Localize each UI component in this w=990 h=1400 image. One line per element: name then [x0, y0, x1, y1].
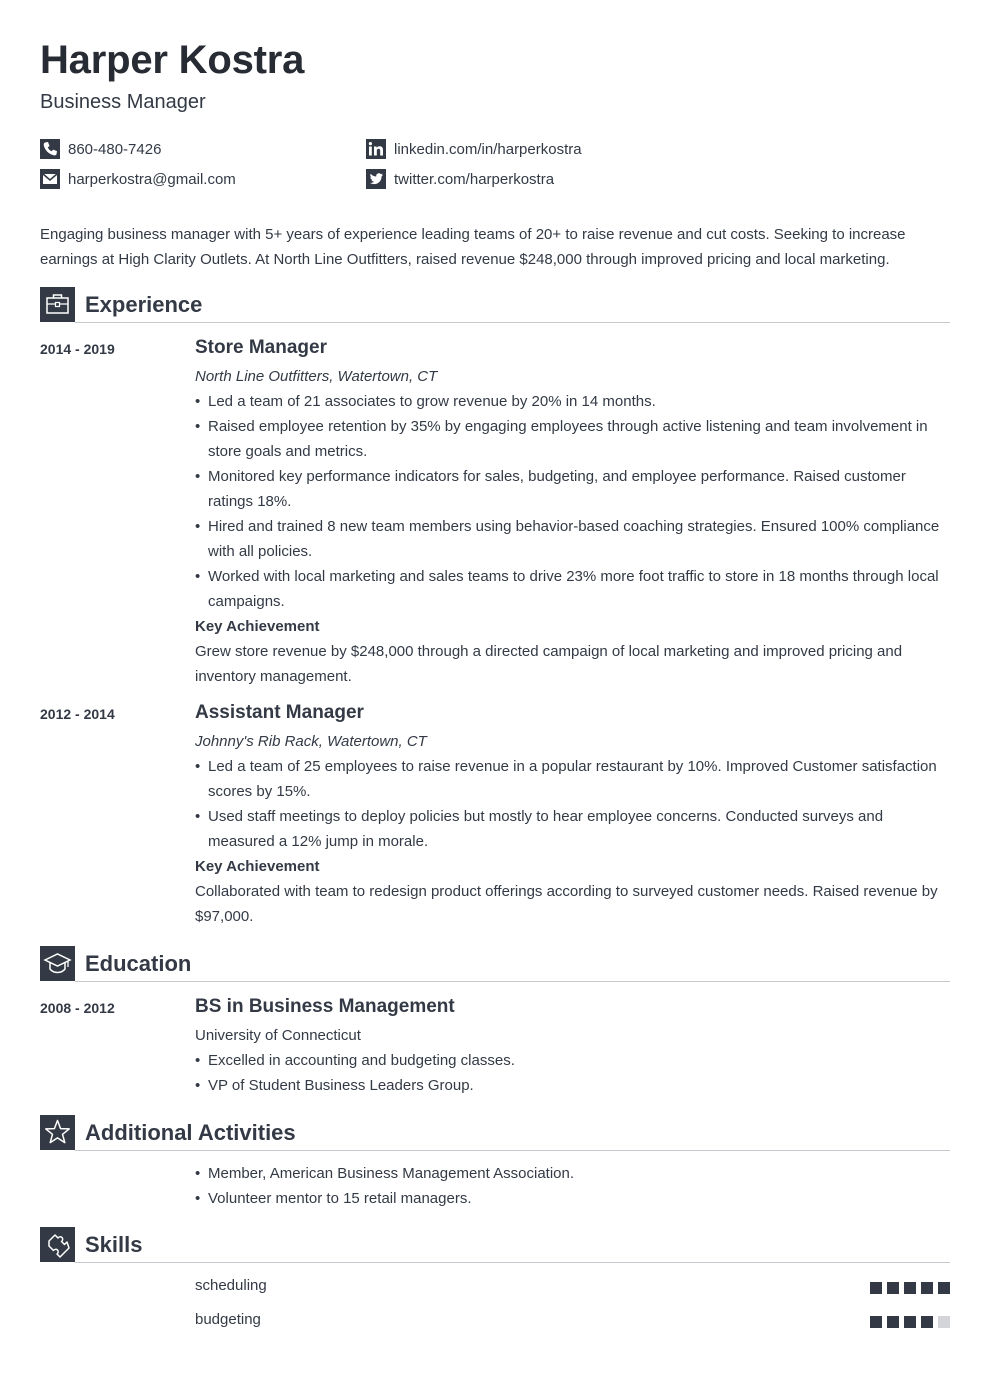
- activities-list: [195, 1161, 950, 1211]
- education-dates: 2008 - 2012: [40, 1000, 115, 1016]
- job-1-company: North Line Outfitters, Watertown, CT: [195, 368, 438, 385]
- phone-icon: [40, 139, 60, 159]
- contact-linkedin: [366, 139, 582, 159]
- twitter-icon: [366, 169, 386, 189]
- section-divider: [75, 1262, 950, 1263]
- puzzle-icon: [40, 1227, 75, 1262]
- list-item: • Volunteer mentor to 15 retail managers.: [195, 1186, 950, 1211]
- skills-section-header: [40, 1227, 950, 1263]
- skill-dot-filled: [870, 1316, 882, 1328]
- list-item: • Led a team of 21 associates to grow revenue by 20% in 14 months.: [195, 389, 950, 414]
- job-2-bullets: [195, 754, 950, 854]
- job-1-dates: 2014 - 2019: [40, 341, 115, 357]
- job-1-key-achievement-label: Key Achievement: [195, 618, 320, 635]
- skills-heading: Skills: [85, 1232, 143, 1257]
- envelope-icon: [40, 169, 60, 189]
- twitter-text[interactable]: twitter.com/harperkostra: [394, 170, 555, 188]
- list-item: • VP of Student Business Leaders Group.: [195, 1073, 950, 1098]
- email-text[interactable]: harperkostra@gmail.com: [68, 170, 236, 188]
- skill-row: [195, 1277, 950, 1297]
- skill-dot-filled: [870, 1282, 882, 1294]
- job-2-key-achievement-text: Collaborated with team to redesign product offerings according to surveyed customer needs. Raised revenue by $97,000.: [195, 883, 938, 925]
- section-divider: [75, 1150, 950, 1151]
- job-2-key-achievement-label: Key Achievement: [195, 858, 320, 875]
- job-2-role: Assistant Manager: [195, 702, 364, 723]
- list-item: • Led a team of 25 employees to raise revenue in a popular restaurant by 10%. Improved Customer satisfaction scores by 15%.: [195, 754, 950, 804]
- list-item: • Monitored key performance indicators for sales, budgeting, and employee performance. Raised customer ratings 18%.: [195, 464, 950, 514]
- phone-text[interactable]: 860-480-7426: [68, 140, 162, 158]
- activities-heading: Additional Activities: [85, 1120, 296, 1145]
- education-section-header: [40, 946, 950, 982]
- section-divider: [75, 322, 950, 323]
- contact-twitter: [366, 169, 554, 189]
- activities-section-header: [40, 1115, 950, 1151]
- briefcase-icon: [40, 287, 75, 322]
- skill-dot-filled: [887, 1316, 899, 1328]
- job-1-bullets: [195, 389, 950, 614]
- skill-dot-filled: [921, 1282, 933, 1294]
- job-2: [195, 701, 950, 929]
- education-heading: Education: [85, 951, 192, 976]
- education-school: University of Connecticut: [195, 1027, 361, 1044]
- linkedin-text[interactable]: linkedin.com/in/harperkostra: [394, 140, 582, 158]
- job-2-company: Johnny's Rib Rack, Watertown, CT: [195, 733, 427, 750]
- list-item: • Used staff meetings to deploy policies but mostly to hear employee concerns. Conducted surveys and measured a 12% jump in morale.: [195, 804, 950, 854]
- skill-dot-empty: [938, 1316, 950, 1328]
- candidate-title: Business Manager: [40, 91, 206, 113]
- contact-phone: [40, 139, 161, 159]
- list-item: • Raised employee retention by 35% by engaging employees through active listening and team involvement in store goals and metrics.: [195, 414, 950, 464]
- skill-name: budgeting: [195, 1311, 261, 1328]
- summary-paragraph: Engaging business manager with 5+ years of experience leading teams of 20+ to raise revenue and cut costs. Seeking to increase earnings at High Clarity Outlets. At North Line Outfitters, raised revenue $248,000 through improved pricing and local marketing.: [40, 226, 906, 268]
- star-icon: [40, 1115, 75, 1150]
- candidate-name: Harper Kostra: [40, 38, 305, 82]
- skill-dot-filled: [904, 1316, 916, 1328]
- skill-dot-filled: [887, 1282, 899, 1294]
- contact-email: [40, 169, 236, 189]
- experience-section-header: [40, 287, 950, 323]
- skill-dot-filled: [921, 1316, 933, 1328]
- education-entry: [195, 995, 950, 1098]
- list-item: • Excelled in accounting and budgeting classes.: [195, 1048, 950, 1073]
- list-item: • Worked with local marketing and sales teams to drive 23% more foot traffic to store in 18 months through local campaigns.: [195, 564, 950, 614]
- job-1: [195, 336, 950, 689]
- skill-level-meter: [870, 1282, 950, 1294]
- experience-heading: Experience: [85, 292, 203, 317]
- skill-name: scheduling: [195, 1277, 267, 1294]
- education-bullets: [195, 1048, 950, 1098]
- section-divider: [75, 981, 950, 982]
- list-item: • Hired and trained 8 new team members using behavior-based coaching strategies. Ensured 100% compliance with all policies.: [195, 514, 950, 564]
- job-1-key-achievement-text: Grew store revenue by $248,000 through a directed campaign of local marketing and improved pricing and inventory management.: [195, 643, 903, 685]
- skill-dot-filled: [938, 1282, 950, 1294]
- skill-level-meter: [870, 1316, 950, 1328]
- graduation-cap-icon: [40, 946, 75, 981]
- skill-dot-filled: [904, 1282, 916, 1294]
- linkedin-icon: [366, 139, 386, 159]
- job-2-dates: 2012 - 2014: [40, 706, 115, 722]
- job-1-role: Store Manager: [195, 337, 327, 358]
- list-item: • Member, American Business Management Association.: [195, 1161, 950, 1186]
- skill-row: [195, 1311, 950, 1331]
- education-degree: BS in Business Management: [195, 996, 455, 1017]
